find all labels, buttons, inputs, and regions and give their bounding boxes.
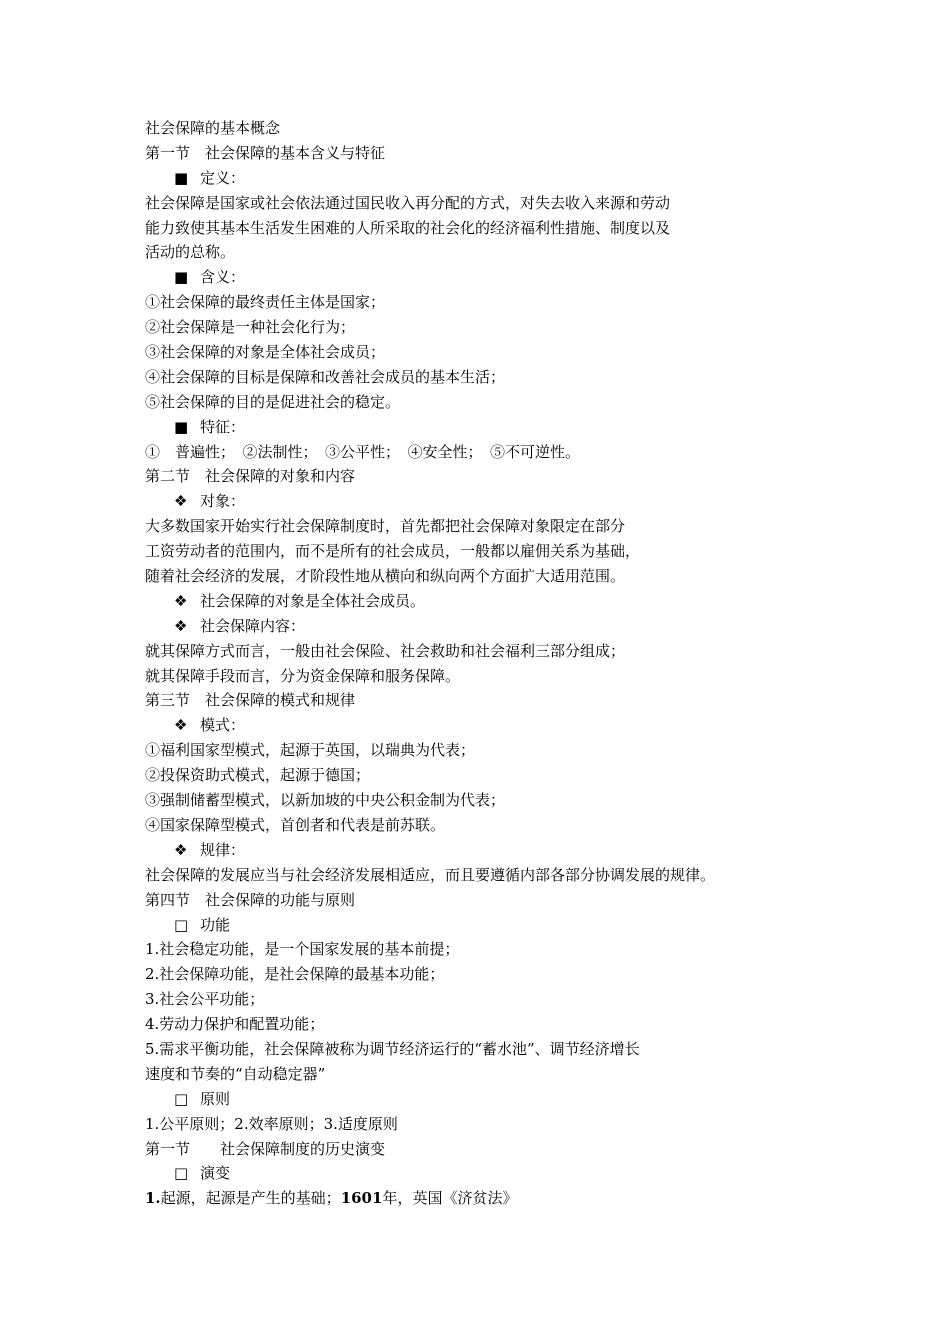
text-line: 1.公平原则；2.效率原则；3.适度原则 [145, 1114, 398, 1133]
text-line-mixed [145, 1186, 845, 1211]
text-line: 社会保障的发展应当与社会经济发展相适应，而且要遵循内部各部分协调发展的规律。 [145, 865, 716, 884]
bullet-text: 规律： [200, 840, 246, 859]
bullet-item [145, 265, 845, 290]
bullet-item [145, 589, 845, 614]
bullet-icon: □ [174, 915, 189, 934]
bullet-item [145, 838, 845, 863]
text-line: 4.劳动力保护和配置功能； [145, 1015, 325, 1034]
bullet-icon: □ [174, 1089, 189, 1108]
text-line: 第四节 社会保障的功能与原则 [145, 890, 356, 909]
text-line: 就其保障手段而言，分为资金保障和服务保障。 [145, 666, 461, 685]
text-line: ②投保资助式模式，起源于德国； [145, 766, 371, 785]
text-line: 随着社会经济的发展，才阶段性地从横向和纵向两个方面扩大适用范围。 [145, 567, 626, 586]
bullet-icon: ❖ [174, 492, 188, 511]
bullet-icon: ❖ [174, 840, 188, 859]
bullet-text: 社会保障内容： [200, 616, 306, 635]
bullet-item [145, 489, 845, 514]
bullet-item [145, 166, 845, 191]
text-line: 速度和节奏的“自动稳定器” [145, 1064, 326, 1083]
text-line: 2.社会保障功能，是社会保障的最基本功能； [145, 965, 445, 984]
bullet-icon: ❖ [174, 591, 188, 610]
bullet-text: 特征： [200, 417, 246, 436]
text-line: 第三节 社会保障的模式和规律 [145, 691, 356, 710]
text-line: 1.社会稳定功能，是一个国家发展的基本前提； [145, 940, 460, 959]
bullet-item [145, 713, 845, 738]
bold-fragment: 1601 [340, 1189, 383, 1208]
text-fragment: 年，英国《济贫法》 [382, 1189, 518, 1208]
text-line: ②社会保障是一种社会化行为； [145, 318, 356, 337]
text-line: 活动的总称。 [145, 243, 236, 262]
text-line: 3.社会公平功能； [145, 990, 265, 1009]
bold-fragment: 1. [145, 1189, 161, 1208]
bullet-icon: ■ [174, 168, 189, 187]
bullet-text: 定义： [200, 168, 246, 187]
text-line: 就其保障方式而言，一般由社会保险、社会救助和社会福利三部分组成； [145, 641, 626, 660]
text-line: ③社会保障的对象是全体社会成员； [145, 343, 386, 362]
text-line: ⑤社会保障的目的是促进社会的稳定。 [145, 392, 401, 411]
bullet-item [145, 1087, 845, 1112]
bullet-text: 对象： [200, 492, 246, 511]
bullet-icon: ■ [174, 417, 189, 436]
bullet-text: 原则 [200, 1089, 231, 1108]
bullet-text: 功能 [200, 915, 231, 934]
bullet-item [145, 614, 845, 639]
text-line: ③强制储蓄型模式，以新加坡的中央公积金制为代表； [145, 791, 506, 810]
bullet-icon: ❖ [174, 616, 188, 635]
bullet-item [145, 415, 845, 440]
bullet-icon: ■ [174, 268, 189, 287]
bullet-text: 社会保障的对象是全体社会成员。 [200, 591, 426, 610]
bullet-item [145, 913, 845, 938]
text-line: ④社会保障的目标是保障和改善社会成员的基本生活； [145, 367, 506, 386]
bullet-text: 模式： [200, 716, 246, 735]
text-fragment: 起源，起源是产生的基础； [160, 1189, 341, 1208]
bullet-text: 含义： [200, 268, 246, 287]
text-line: 社会保障是国家或社会依法通过国民收入再分配的方式，对失去收入来源和劳动 [145, 193, 671, 212]
text-line: ①社会保障的最终责任主体是国家； [145, 293, 386, 312]
document-body [145, 116, 845, 1211]
text-line: 第一节 社会保障的基本含义与特征 [145, 143, 386, 162]
text-line: 工资劳动者的范围内，而不是所有的社会成员，一般都以雇佣关系为基础， [145, 542, 641, 561]
bullet-icon: ❖ [174, 716, 188, 735]
bullet-text: 演变 [200, 1164, 231, 1183]
text-line: ④国家保障型模式，首创者和代表是前苏联。 [145, 815, 446, 834]
text-line: 第一节 社会保障制度的历史演变 [145, 1139, 386, 1158]
text-line: ①福利国家型模式，起源于英国，以瑞典为代表； [145, 741, 476, 760]
text-line: 5.需求平衡功能，社会保障被称为调节经济运行的“蓄水池”、调节经济增长 [145, 1039, 640, 1058]
text-line: ① 普遍性； ②法制性； ③公平性； ④安全性； ⑤不可逆性。 [145, 442, 581, 461]
text-line: 第二节 社会保障的对象和内容 [145, 467, 356, 486]
text-line: 大多数国家开始实行社会保障制度时，首先都把社会保障对象限定在部分 [145, 517, 626, 536]
bullet-icon: □ [174, 1164, 189, 1183]
document-title: 社会保障的基本概念 [145, 119, 281, 137]
bullet-item [145, 1161, 845, 1186]
text-line: 能力致使其基本生活发生困难的人所采取的社会化的经济福利性措施、制度以及 [145, 218, 671, 237]
